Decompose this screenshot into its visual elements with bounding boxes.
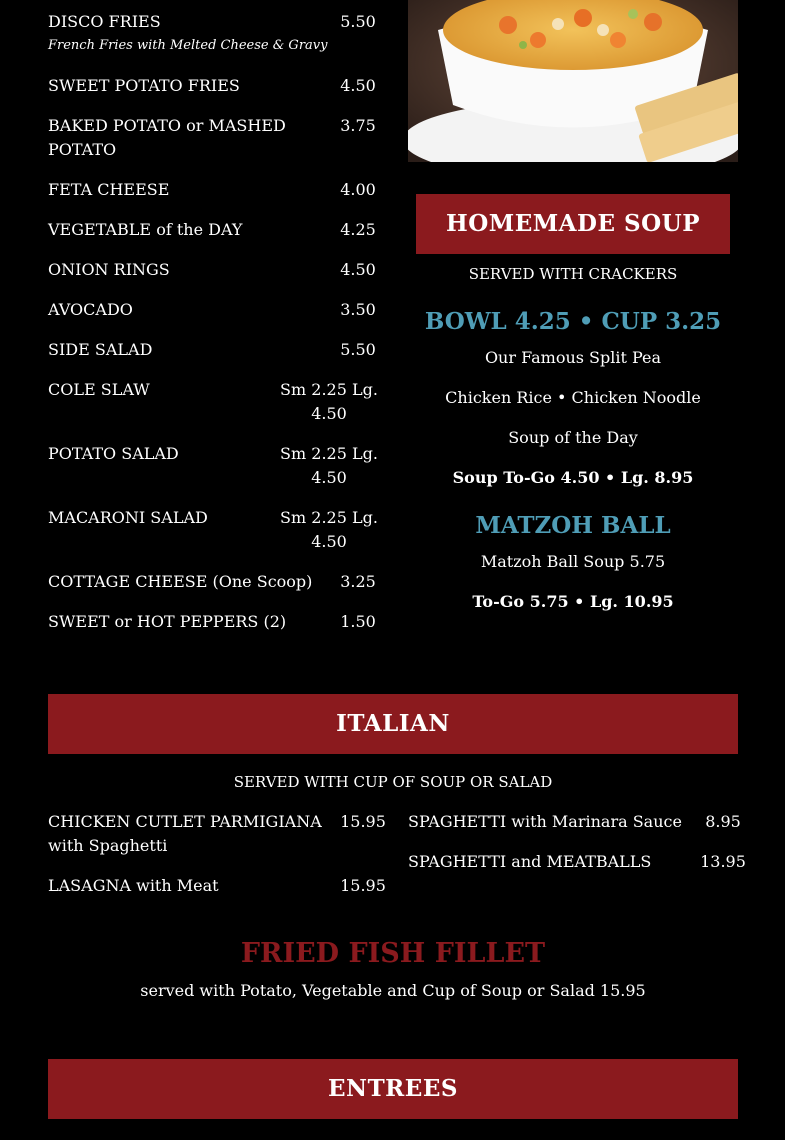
side-item-potato-salad: [48, 442, 378, 490]
item-name: POTATO SALAD: [48, 444, 179, 463]
soup-header-banner: [416, 194, 730, 254]
side-item-onion-rings: [48, 258, 378, 282]
side-item-avocado: [48, 298, 378, 322]
item-name: SPAGHETTI with Marinara Sauce: [408, 812, 682, 831]
item-price: 3.50: [340, 300, 376, 319]
item-name-line2: POTATO: [48, 140, 117, 159]
italian-item-spaghetti-marinara: [408, 810, 748, 834]
item-price: 4.00: [340, 180, 376, 199]
soup-line-to-go: Soup To-Go 4.50 • Lg. 8.95: [452, 468, 694, 487]
item-price-line2: 4.50: [311, 404, 347, 423]
item-name: CHICKEN CUTLET PARMIGIANA: [48, 812, 322, 831]
item-price: 4.50: [340, 76, 376, 95]
item-price: 15.95: [340, 812, 386, 831]
italian-header-banner: [48, 694, 738, 754]
italian-item-spaghetti-meatballs: [408, 850, 748, 874]
item-price: 5.50: [340, 12, 376, 31]
matzoh-ball-soup-price: Matzoh Ball Soup 5.75: [480, 552, 666, 571]
item-price: 1.50: [340, 612, 376, 631]
side-item-cole-slaw: [48, 378, 378, 426]
soup-line-of-the-day: Soup of the Day: [508, 428, 638, 447]
side-item-sweet-potato-fries: [48, 74, 378, 98]
fried-fish-title: FRIED FISH FILLET: [240, 938, 546, 969]
entrees-header-title: ENTREES: [328, 1075, 458, 1102]
item-description: French Fries with Melted Cheese & Gravy: [48, 38, 328, 53]
side-item-feta-cheese: [48, 178, 378, 202]
item-price: 3.25: [340, 572, 376, 591]
item-price: 4.25: [340, 220, 376, 239]
side-item-peppers: [48, 610, 378, 634]
item-price: 13.95: [700, 852, 746, 871]
item-name: MACARONI SALAD: [48, 508, 208, 527]
item-name: VEGETABLE of the DAY: [48, 220, 243, 239]
item-price: 15.95: [340, 876, 386, 895]
soup-bowl-cup-price: BOWL 4.25 • CUP 3.25: [424, 308, 722, 335]
fried-fish-description: served with Potato, Vegetable and Cup of Soup or Salad 15.95: [140, 981, 646, 1000]
italian-subtitle: SERVED WITH CUP OF SOUP OR SALAD: [233, 773, 553, 791]
item-price-line2: 4.50: [311, 468, 347, 487]
item-price-line2: 4.50: [311, 532, 347, 551]
soup-photo: [408, 0, 738, 162]
item-name: SIDE SALAD: [48, 340, 153, 359]
item-name: AVOCADO: [48, 300, 133, 319]
item-name: BAKED POTATO or MASHED: [48, 116, 286, 135]
soup-line-split-pea: Our Famous Split Pea: [484, 348, 662, 367]
entrees-header-banner: [48, 1059, 738, 1119]
italian-item-chicken-cutlet: [48, 810, 388, 858]
side-item-baked-potato: [48, 114, 378, 162]
matzoh-ball-title: MATZOH BALL: [475, 512, 671, 539]
soup-line-chicken: Chicken Rice • Chicken Noodle: [445, 388, 701, 407]
italian-item-lasagna: [48, 874, 388, 898]
item-name: SWEET or HOT PEPPERS (2): [48, 612, 287, 631]
item-price: 4.50: [340, 260, 376, 279]
soup-bowl-image: [408, 0, 738, 162]
soup-subtitle: SERVED WITH CRACKERS: [468, 265, 678, 283]
matzoh-ball-to-go-price: To-Go 5.75 • Lg. 10.95: [472, 592, 674, 611]
item-price: Sm 2.25 Lg.: [280, 444, 378, 463]
item-name: SWEET POTATO FRIES: [48, 76, 240, 95]
item-name: ONION RINGS: [48, 260, 170, 279]
soup-header-title: HOMEMADE SOUP: [445, 210, 701, 237]
side-item-macaroni-salad: [48, 506, 378, 554]
item-price: 3.75: [340, 116, 376, 135]
item-name-line2: with Spaghetti: [48, 836, 168, 855]
item-name: COTTAGE CHEESE (One Scoop): [48, 572, 313, 591]
side-item-cottage-cheese: [48, 570, 378, 594]
item-name: FETA CHEESE: [48, 180, 170, 199]
item-price: 5.50: [340, 340, 376, 359]
item-name: LASAGNA with Meat: [48, 876, 219, 895]
item-name: COLE SLAW: [48, 380, 150, 399]
side-item-disco-fries: [48, 10, 378, 34]
side-item-vegetable: [48, 218, 378, 242]
italian-header-title: ITALIAN: [336, 710, 450, 737]
item-name: SPAGHETTI and MEATBALLS: [408, 852, 652, 871]
item-name: DISCO FRIES: [48, 12, 161, 31]
item-price: Sm 2.25 Lg.: [280, 380, 378, 399]
item-price: 8.95: [705, 812, 741, 831]
item-price: Sm 2.25 Lg.: [280, 508, 378, 527]
side-item-side-salad: [48, 338, 378, 362]
